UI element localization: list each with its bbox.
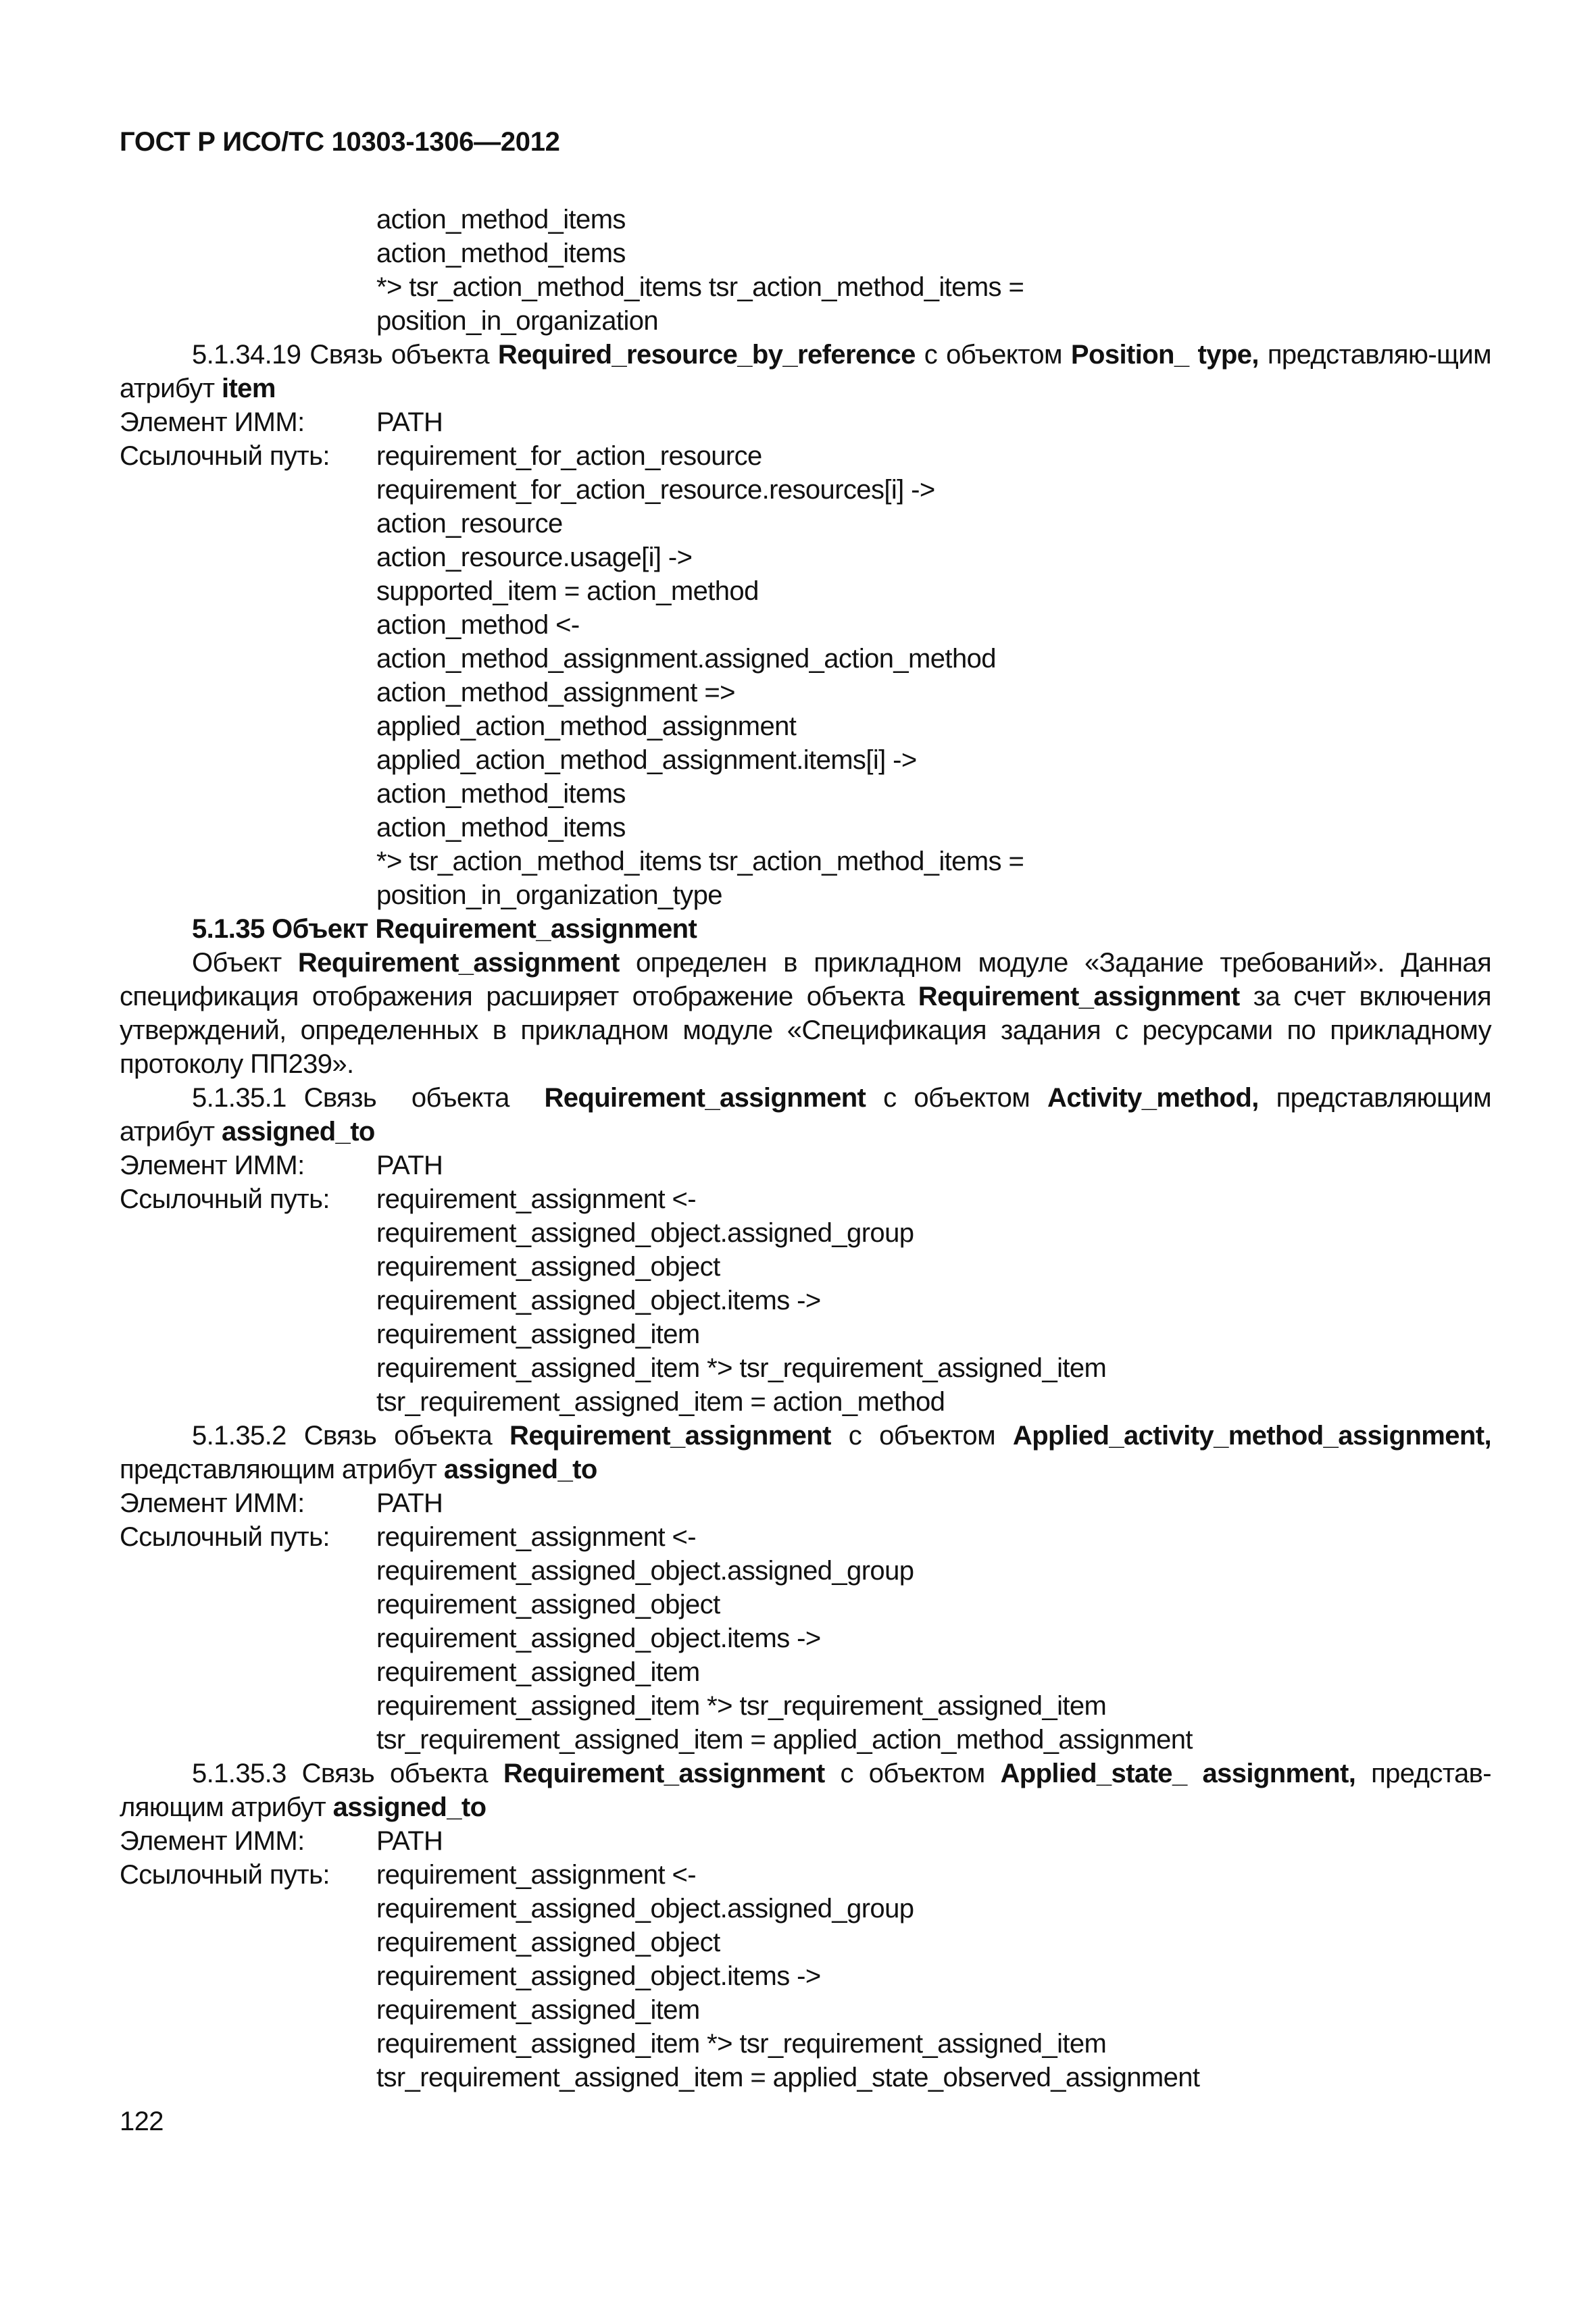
- path-block: [120, 1216, 1491, 1419]
- clause-5-1-35-1: 5.1.35.1 Связь объекта Requirement_assignment с объектом Activity_method, представляющим атрибут assigned_to: [120, 1083, 1491, 1147]
- document-body: [120, 203, 1491, 2094]
- element-value: PATH: [376, 1488, 443, 1518]
- path-line: requirement_assigned_object.items ->: [376, 1286, 821, 1315]
- path-line: applied_action_method_assignment: [376, 711, 797, 741]
- element-row: [120, 405, 1491, 439]
- path-line: requirement_assigned_object: [376, 1928, 720, 1957]
- path-line: action_method_assignment.assigned_action_method: [376, 644, 996, 674]
- path-line: requirement_assigned_object.assigned_group: [376, 1894, 914, 1923]
- target-entity: Applied_state_ assignment,: [1000, 1759, 1356, 1788]
- path-line: tsr_requirement_assigned_item = action_method: [376, 1387, 945, 1417]
- path-row: [120, 1520, 1491, 1554]
- entity-name: Requirement_assignment: [544, 1083, 866, 1113]
- path-line: tsr_requirement_assigned_item = applied_state_observed_assignment: [376, 2063, 1200, 2092]
- path-line: tsr_requirement_assigned_item = applied_action_method_assignment: [376, 1725, 1193, 1755]
- path-line: requirement_assigned_object.items ->: [376, 1624, 821, 1653]
- path-line: position_in_organization: [376, 306, 659, 336]
- attribute-name: assigned_to: [443, 1455, 597, 1484]
- clause-5-1-35-3: 5.1.35.3 Связь объекта Requirement_assignment с объектом Applied_state_ assignment, представ-ляющим атрибут assigned_to: [120, 1759, 1492, 1822]
- path-line: *> tsr_action_method_items tsr_action_method_items =: [376, 847, 1024, 876]
- path-line: requirement_assignment <-: [376, 1184, 697, 1214]
- document-header: ГОСТ Р ИСО/ТС 10303-1306—2012: [120, 127, 560, 157]
- path-block: [120, 1892, 1491, 2094]
- path-line: requirement_assigned_object.assigned_group: [376, 1556, 914, 1586]
- element-value: PATH: [376, 1826, 443, 1856]
- element-row: [120, 1486, 1491, 1520]
- attribute-name: assigned_to: [332, 1792, 487, 1822]
- path-line: requirement_assigned_item *> tsr_requirement_assigned_item: [376, 1353, 1107, 1383]
- path-line: action_method_items: [376, 238, 626, 268]
- clause-number: 5.1.34.19: [192, 340, 301, 370]
- path-label: Ссылочный путь:: [120, 1522, 330, 1552]
- path-line: requirement_assigned_item *> tsr_requirement_assigned_item: [376, 2029, 1107, 2059]
- clause-5-1-34-19: 5.1.34.19 Связь объекта Required_resource_by_reference с объектом Position_ type, представляю-щим атрибут item: [120, 340, 1492, 403]
- path-row: [120, 1182, 1491, 1216]
- attribute-name: item: [221, 374, 276, 403]
- path-line: action_method_items: [376, 205, 626, 234]
- path-line: requirement_assigned_object: [376, 1252, 720, 1282]
- entity-name: Requirement_assignment: [509, 1421, 831, 1451]
- element-value: PATH: [376, 1151, 443, 1180]
- path-line: requirement_assigned_item *> tsr_requirement_assigned_item: [376, 1691, 1107, 1721]
- clause-5-1-35-2: 5.1.35.2 Связь объекта Requirement_assignment с объектом Applied_activity_method_assignment, представляющим атрибут assigned_to: [120, 1421, 1491, 1484]
- element-label: Элемент ИММ:: [120, 1826, 305, 1856]
- element-value: PATH: [376, 407, 443, 437]
- path-line: *> tsr_action_method_items tsr_action_method_items =: [376, 272, 1024, 302]
- path-line: applied_action_method_assignment.items[i] ->: [376, 745, 917, 775]
- element-row: [120, 1149, 1491, 1182]
- path-block: [120, 1554, 1491, 1757]
- path-block: [120, 473, 1491, 912]
- entity-name: Required_resource_by_reference: [497, 340, 916, 370]
- target-entity: Activity_method,: [1047, 1083, 1259, 1113]
- path-label: Ссылочный путь:: [120, 441, 330, 471]
- path-line: action_method_items: [376, 813, 626, 842]
- page-number: 122: [120, 2107, 164, 2136]
- clause-number: 5.1.35.2: [192, 1421, 286, 1451]
- path-block-top: [120, 203, 1491, 338]
- clause-number: 5.1.35.3: [192, 1759, 286, 1788]
- path-label: Ссылочный путь:: [120, 1184, 330, 1214]
- path-line: supported_item = action_method: [376, 576, 759, 606]
- section-intro: Объект Requirement_assignment определен в прикладном модуле «Задание требований». Данная спецификация отображения расширяет отображение объекта Requirement_assignment за счет включения утверждений, определенных в прикладном модуле «Спецификация задания с ресурсами по прикладному протоколу ПП239».: [120, 948, 1492, 1079]
- path-line: action_resource.usage[i] ->: [376, 543, 693, 572]
- path-line: action_method <-: [376, 610, 580, 640]
- path-line: requirement_for_action_resource: [376, 441, 762, 471]
- path-line: action_method_assignment =>: [376, 678, 735, 707]
- path-row: [120, 439, 1491, 473]
- element-label: Элемент ИММ:: [120, 407, 305, 437]
- path-label: Ссылочный путь:: [120, 1860, 330, 1890]
- path-line: position_in_organization_type: [376, 880, 722, 910]
- path-line: requirement_assignment <-: [376, 1860, 697, 1890]
- target-entity: Position_ type,: [1070, 340, 1259, 370]
- path-line: action_resource: [376, 509, 563, 538]
- entity-name: Requirement_assignment: [918, 982, 1240, 1011]
- section-heading: 5.1.35 Объект Requirement_assignment: [192, 914, 697, 944]
- path-line: requirement_assigned_object: [376, 1590, 720, 1619]
- path-line: requirement_assigned_object.assigned_group: [376, 1218, 914, 1248]
- entity-name: Requirement_assignment: [503, 1759, 825, 1788]
- element-row: [120, 1824, 1491, 1858]
- path-line: requirement_assigned_item: [376, 1657, 700, 1687]
- element-label: Элемент ИММ:: [120, 1151, 305, 1180]
- path-line: action_method_items: [376, 779, 626, 809]
- path-row: [120, 1858, 1491, 1892]
- path-line: requirement_assigned_object.items ->: [376, 1961, 821, 1991]
- path-line: requirement_assigned_item: [376, 1995, 700, 2025]
- attribute-name: assigned_to: [221, 1117, 375, 1147]
- entity-name: Requirement_assignment: [297, 948, 620, 978]
- path-line: requirement_assignment <-: [376, 1522, 697, 1552]
- path-line: requirement_for_action_resource.resources[i] ->: [376, 475, 935, 505]
- clause-number: 5.1.35.1: [192, 1083, 286, 1113]
- target-entity: Applied_activity_method_assignment,: [1012, 1421, 1491, 1451]
- path-line: requirement_assigned_item: [376, 1319, 700, 1349]
- element-label: Элемент ИММ:: [120, 1488, 305, 1518]
